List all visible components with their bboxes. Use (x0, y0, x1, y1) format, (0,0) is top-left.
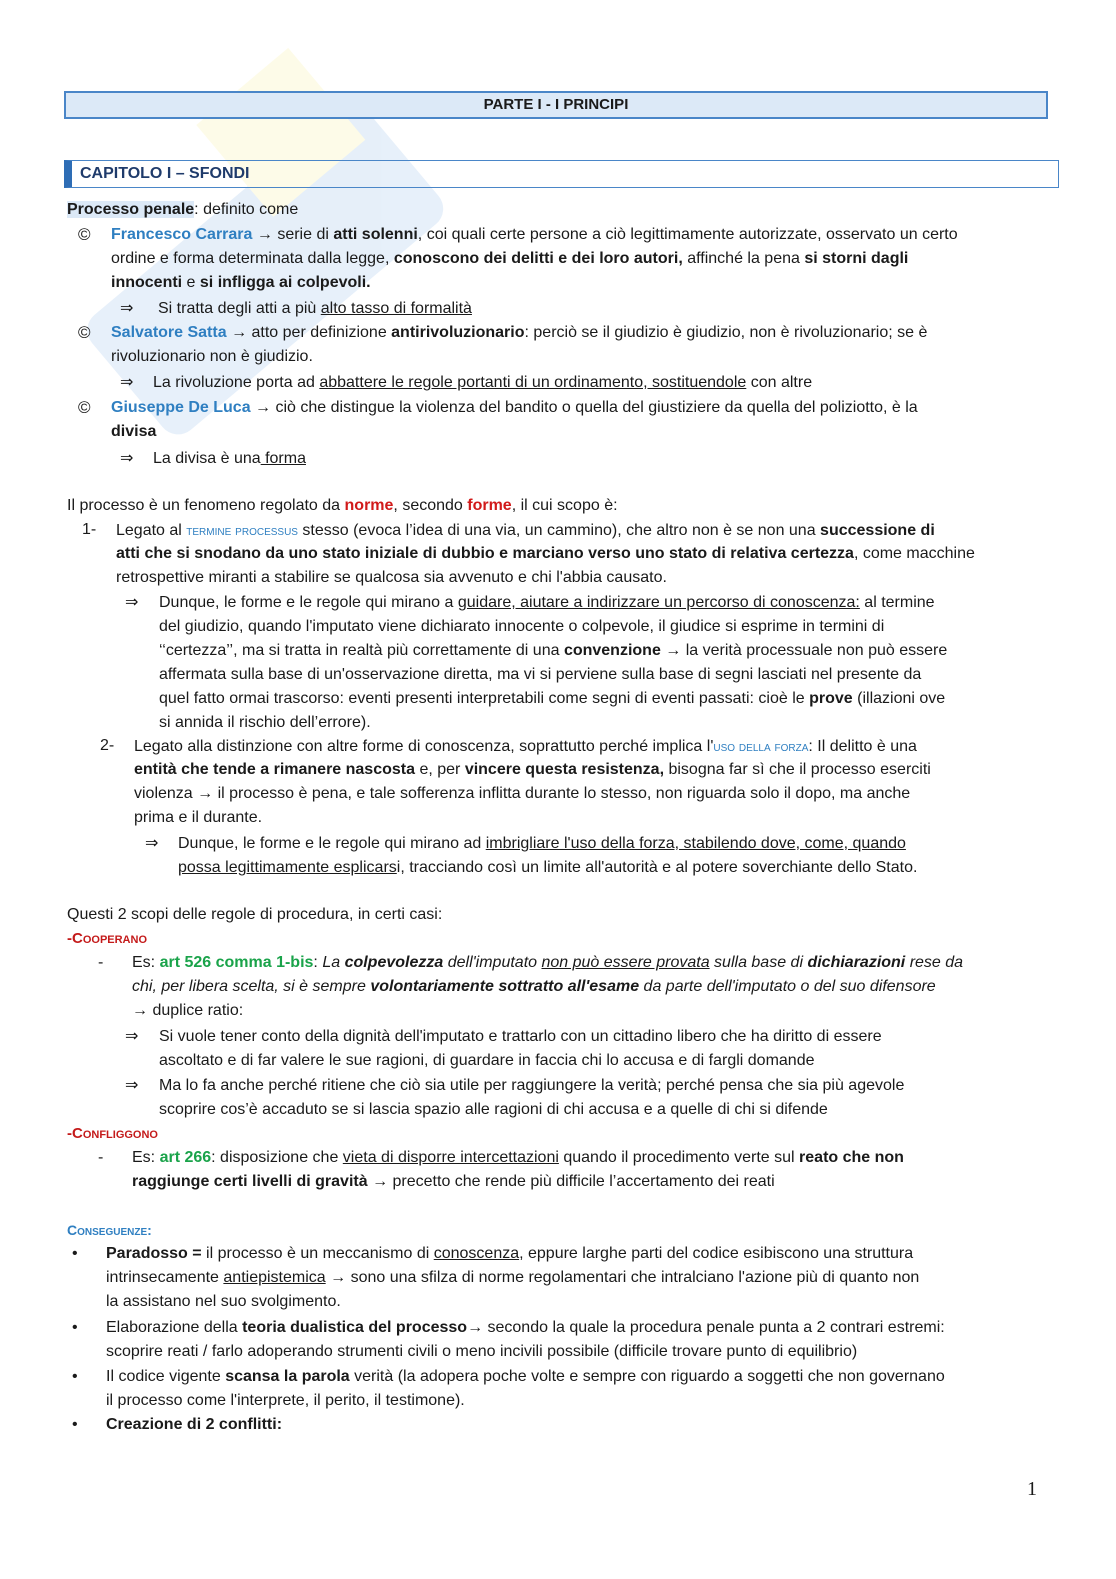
carrara-line-2: ordine e forma determinata dalla legge, conoscono dei delitti e dei loro autori, affinché la pena si storni dagli (111, 250, 909, 267)
carrara-line-1: Francesco Carrara → serie di atti solenni, coi quali certe persone a ciò legittimamente autorizzate, osservato un certo (111, 226, 958, 243)
deluca-line-1: Giuseppe De Luca → ciò che distingue la violenza del bandito o quella del giustiziere da quella del poliziotto, è la (111, 399, 918, 416)
cooperano-sub-4: scoprire cos’è accaduto se si lascia spazio alle ragioni di chi accusa e a quelle di chi si difende (159, 1101, 828, 1118)
deluca-sub: La divisa è una forma (153, 450, 306, 467)
scopi-intro: Questi 2 scopi delle regole di procedura, in certi casi: (67, 906, 443, 923)
item-1-sub-5: quel fatto ormai trascorso: eventi presenti interpretabili come segni di eventi passati: cioè le prove (illazioni ove (159, 690, 946, 707)
cooperano-sub-3: Ma lo fa anche perché ritiene che ciò sia utile per raggiungere la verità; perché pensa che sia più agevole (159, 1077, 905, 1094)
carrara-sub: Si tratta degli atti a più alto tasso di formalità (158, 300, 472, 317)
item-1-sub-4: affermata sulla base di un'osservazione diretta, ma vi si perviene sulla base di segni lasciati nel presente da (159, 666, 922, 683)
arrow-icon: → (132, 1002, 148, 1019)
item-1-sub-6: si annida il rischio dell’errore). (159, 714, 371, 731)
conseguenze-label: Conseguenze: (67, 1222, 152, 1238)
item-2-line-4: prima e il durante. (134, 809, 263, 826)
implies-icon: ⇒ (145, 835, 159, 852)
implies-icon: ⇒ (120, 300, 134, 317)
implies-icon: ⇒ (120, 450, 134, 467)
satta-line-1: Salvatore Satta → atto per definizione antirivoluzionario: perciò se il giudizio è giudizio, non è rivoluzionario; se è (111, 324, 928, 341)
conseguenze-b3-line-2: il processo come l'interprete, il perito, il testimone). (106, 1392, 465, 1409)
confliggono-label: -Confliggono (67, 1125, 158, 1142)
dash: - (98, 1149, 104, 1166)
item-1-sub-3: ‘‘certezza’’, ma si tratta in realtà più correttamente di una convenzione → la verità processuale non può essere (159, 642, 948, 659)
cooperano-sub-2: ascoltato e di far valere le sue ragioni, di guardare in faccia chi lo accusa e di fargli domande (159, 1052, 815, 1069)
confliggono-line-1: Es: art 266: disposizione che vieta di disporre intercettazioni quando il procedimento verte sul reato che non (132, 1149, 904, 1166)
cooperano-line-1: Es: art 526 comma 1-bis: La colpevolezza dell'imputato non può essere provata sulla base di dichiarazioni rese da (132, 954, 964, 971)
conseguenze-b1-line-2: intrinsecamente antiepistemica → sono una sfilza di norme regolamentari che intralciano l'azione più di quanto non (106, 1269, 920, 1286)
part-title: PARTE I - I PRINCIPI (64, 91, 1048, 119)
chapter-title: CAPITOLO I – SFONDI (64, 160, 1059, 188)
copyright-icon: © (78, 323, 91, 342)
item-2-line-2: entità che tende a rimanere nascosta e, per vincere questa resistenza, bisogna far sì che il processo eserciti (134, 761, 931, 778)
confliggono-line-2: raggiunge certi livelli di gravità → precetto che rende più difficile l’accertamento dei reati (132, 1173, 775, 1190)
bullet-icon: • (72, 1416, 78, 1433)
arrow-icon: → (330, 1269, 347, 1286)
copyright-icon: © (78, 225, 91, 244)
arrow-icon: → (467, 1319, 484, 1336)
cooperano-sub-1: Si vuole tener conto della dignità dell'imputato e trattarlo con un cittadino libero che ha diritto di essere (159, 1028, 882, 1045)
carrara-line-3: innocenti e si infligga ai colpevoli. (111, 274, 371, 291)
conseguenze-b2-line-1: Elaborazione della teoria dualistica del processo→ secondo la quale la procedura penale punta a 2 contrari estremi: (106, 1319, 945, 1336)
arrow-icon: → (665, 642, 682, 659)
page-number: 1 (1027, 1478, 1037, 1500)
conseguenze-b1-line-1: Paradosso = il processo è un meccanismo di conoscenza, eppure larghe parti del codice esibiscono una struttura (106, 1245, 914, 1262)
item-2-line-3: violenza → il processo è pena, e tale sofferenza inflitta durante lo stesso, non riguarda solo il dopo, ma anche (134, 785, 911, 802)
dash: - (98, 954, 104, 971)
satta-line-2: rivoluzionario non è giudizio. (111, 348, 313, 365)
implies-icon: ⇒ (125, 1077, 139, 1094)
intro-line: Processo penale: definito come (67, 201, 299, 218)
item-1-line-3: retrospettive miranti a stabilire se qualcosa sia avvenuto e chi l'abbia causato. (116, 569, 667, 586)
arrow-icon: → (255, 399, 272, 416)
item-1-sub-2: del giudizio, quando l'imputato viene dichiarato innocente o colpevole, il giudice si esprime in termini di (159, 618, 885, 635)
cooperano-label: -Cooperano (67, 930, 148, 947)
item-2-number: 2- (100, 737, 115, 754)
copyright-icon: © (78, 398, 91, 417)
conseguenze-b2-line-2: scoprire reati / farlo adoperando strumenti civili o meno incivili possibile (difficile trovare punto di equilibrio) (106, 1343, 858, 1360)
arrow-icon: → (372, 1173, 389, 1190)
bullet-icon: • (72, 1319, 78, 1336)
conseguenze-b3-line-1: Il codice vigente scansa la parola verità (la adopera poche volte e sempre con riguardo a soggetti che non governano (106, 1368, 945, 1385)
item-1-line-2: atti che si snodano da uno stato iniziale di dubbio e marciano verso uno stato di relativa certezza, come macchine (116, 545, 975, 562)
cooperano-line-3: → duplice ratio: (132, 1002, 244, 1019)
implies-icon: ⇒ (120, 374, 134, 391)
deluca-line-2: divisa (111, 423, 157, 440)
item-1-number: 1- (82, 521, 97, 538)
item-2-sub-1: Dunque, le forme e le regole qui mirano ad imbrigliare l'uso della forza, stabilendo dove, come, quando (178, 835, 906, 852)
implies-icon: ⇒ (125, 594, 139, 611)
item-2-sub-2: possa legittimamente esplicarsi, tracciando così un limite all'autorità e al potere soverchiante dello Stato. (178, 859, 918, 876)
item-2-line-1: Legato alla distinzione con altre forme di conoscenza, soprattutto perché implica l'uso della forza: Il delitto è una (134, 738, 917, 755)
processo-line: Il processo è un fenomeno regolato da norme, secondo forme, il cui scopo è: (67, 497, 618, 514)
conseguenze-b4-line-1: Creazione di 2 conflitti: (106, 1416, 283, 1433)
arrow-icon: → (231, 324, 248, 341)
item-1-sub-1: Dunque, le forme e le regole qui mirano a guidare, aiutare a indirizzare un percorso di conoscenza: al termine (159, 594, 935, 611)
implies-icon: ⇒ (125, 1028, 139, 1045)
arrow-icon: → (256, 226, 273, 243)
cooperano-line-2: chi, per libera scelta, si è sempre volontariamente sottratto all'esame da parte dell'imputato o del suo difensore (132, 978, 936, 995)
satta-sub: La rivoluzione porta ad abbattere le regole portanti di un ordinamento, sostituendole con altre (153, 374, 813, 391)
bullet-icon: • (72, 1368, 78, 1385)
bullet-icon: • (72, 1245, 78, 1262)
arrow-icon: → (197, 785, 214, 802)
item-1-line-1: Legato al termine processus stesso (evoca l’idea di una via, un cammino), che altro non è se non una successione di (116, 522, 935, 539)
conseguenze-b1-line-3: la assistano nel suo svolgimento. (106, 1293, 341, 1310)
